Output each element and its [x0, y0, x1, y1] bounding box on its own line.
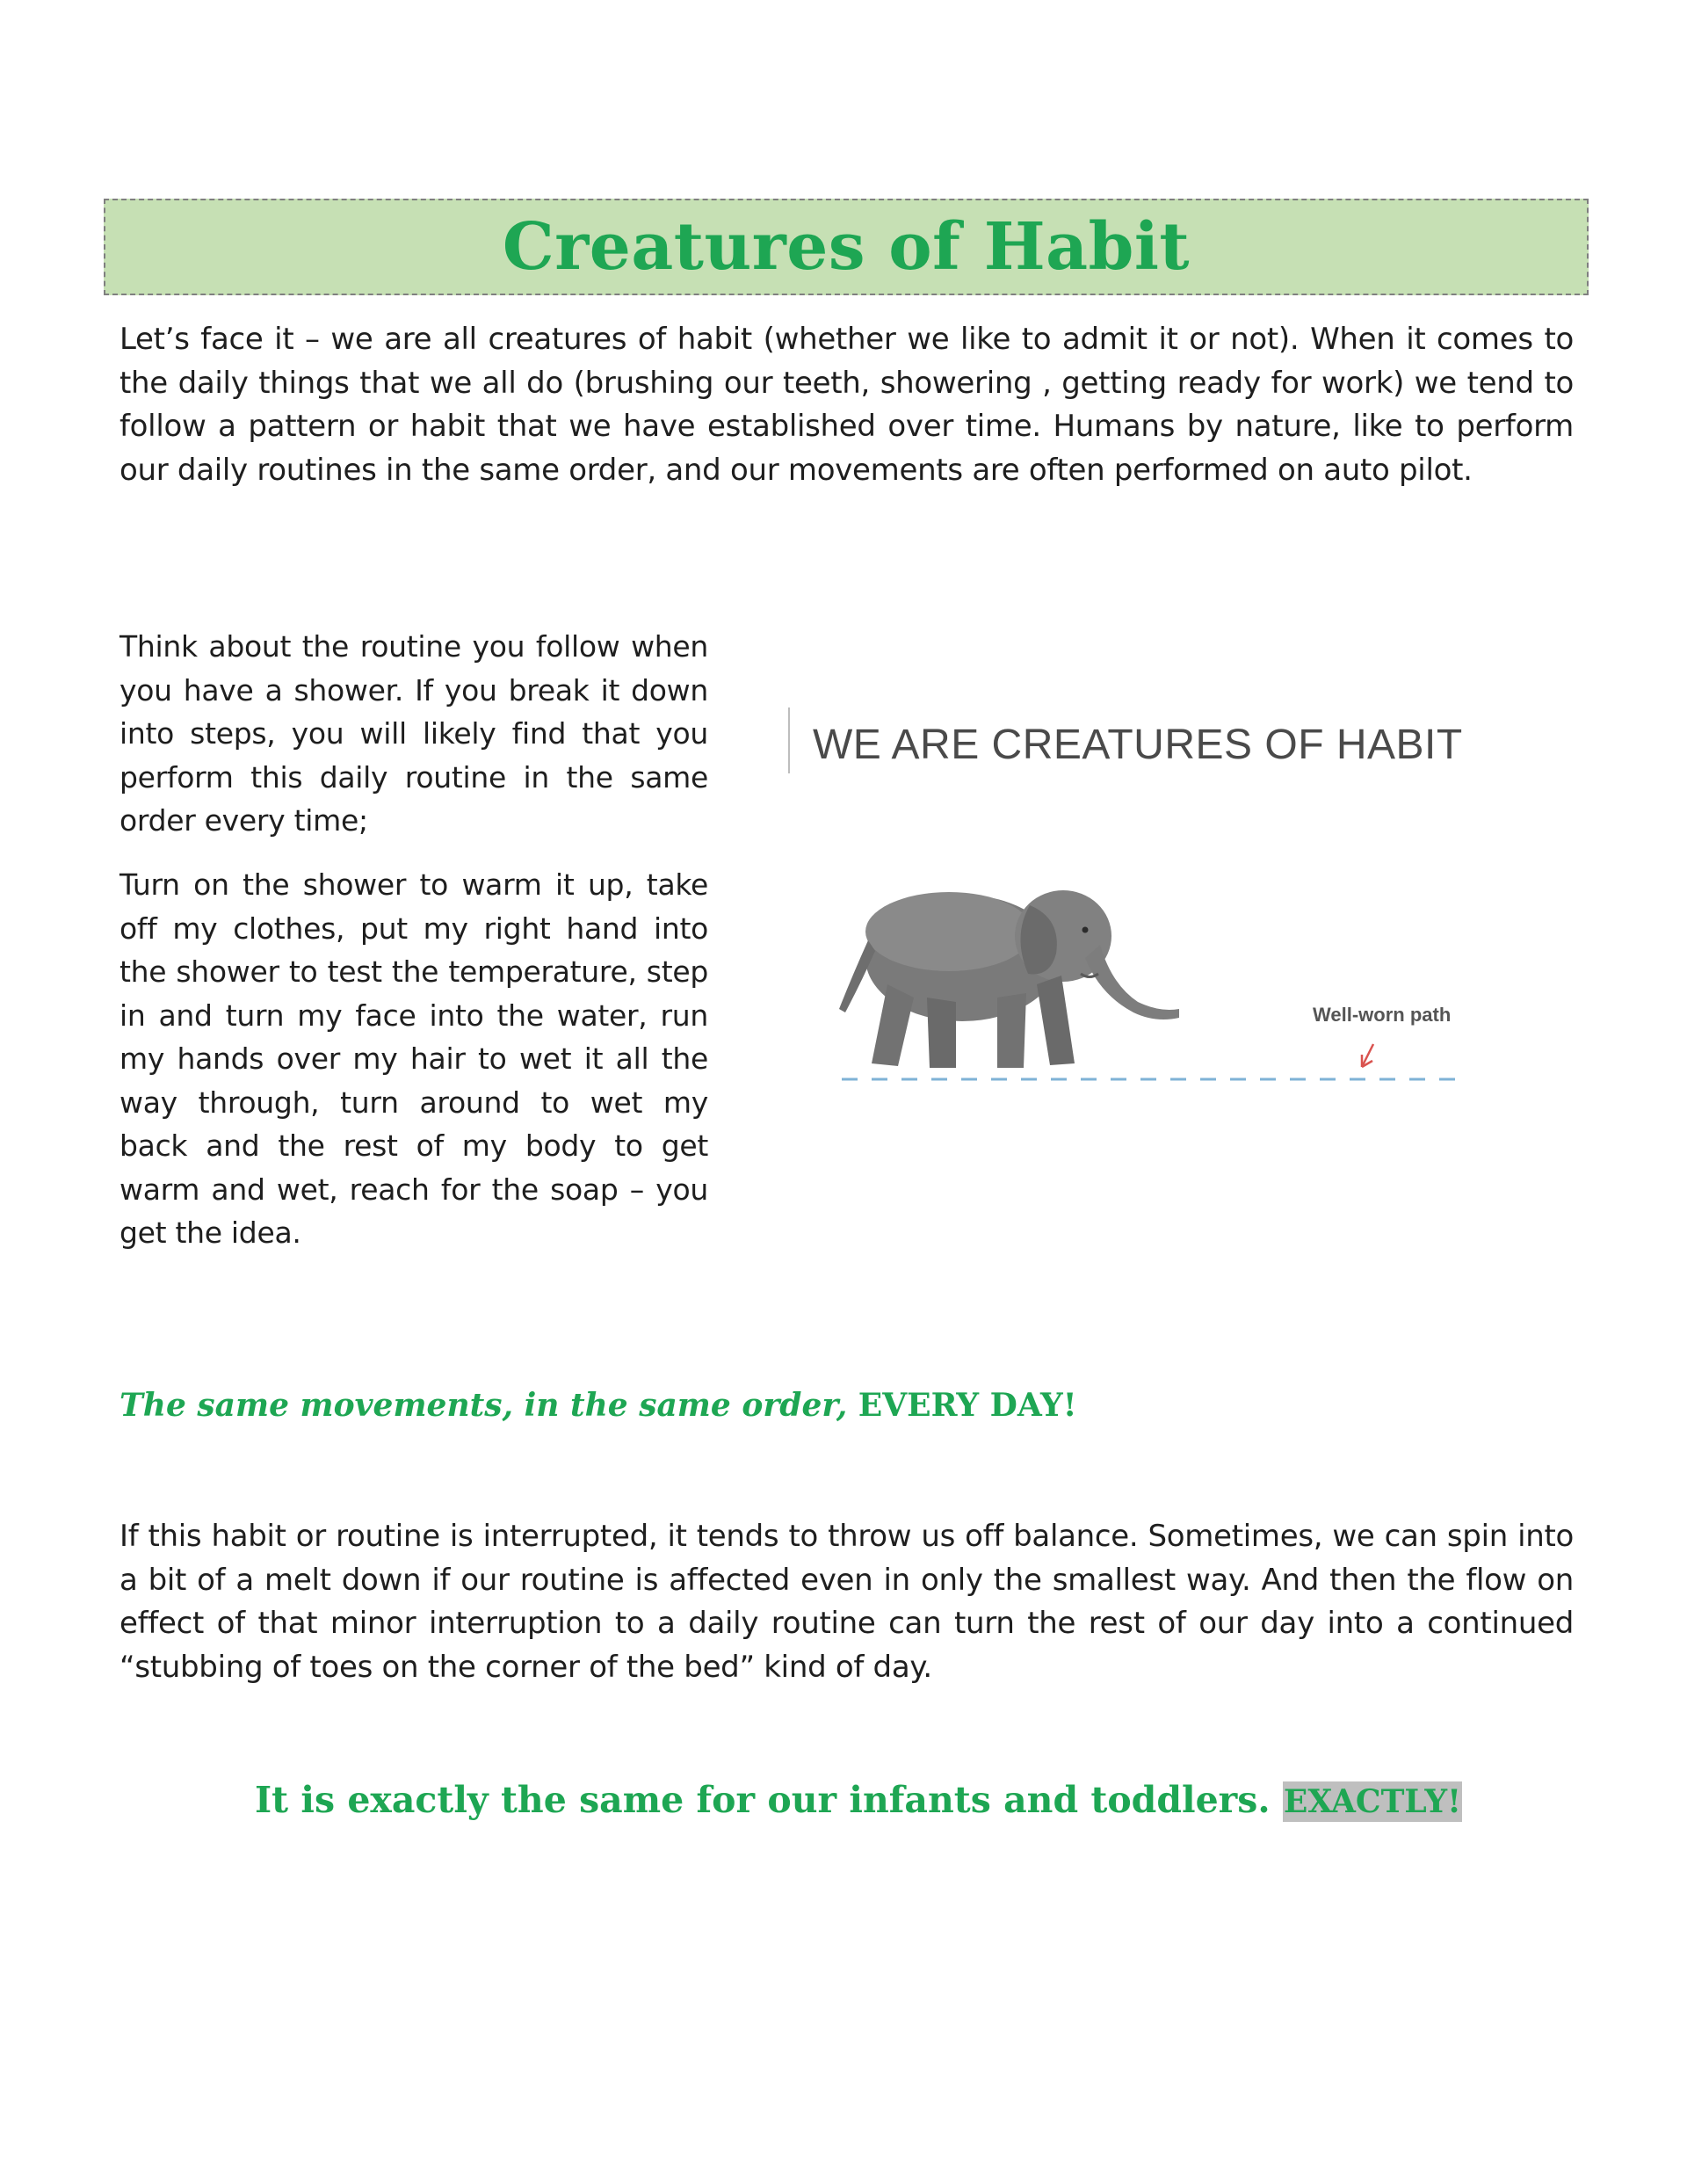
- elephant-icon: [839, 890, 1179, 1068]
- figure-heading: WE ARE CREATURES OF HABIT: [813, 722, 1463, 768]
- title-banner: [104, 199, 1589, 295]
- routine-intro-paragraph: Think about the routine you follow when you have a shower. If you break it down into steps, you will likely find that you perform this daily routine in the same order every time;: [119, 629, 708, 838]
- arrow-icon: [1362, 1044, 1373, 1067]
- emphasis-line: [119, 1387, 1077, 1424]
- closing-main: It is exactly the same for our infants and toddlers.: [255, 1779, 1283, 1821]
- page-title: Creatures of Habit: [502, 209, 1191, 285]
- figure-illustration: [782, 694, 1467, 1099]
- emphasis-italic: The same movements, in the same order,: [119, 1387, 848, 1424]
- interruption-paragraph: If this habit or routine is interrupted, it tends to throw us off balance. Sometimes, we can spin into a bit of a melt down if our routine is affected even in only the smallest way. And then the flow on effect of that minor interruption to a daily routine can turn the rest of our day into a continued “stubbing of toes on the corner of the bed” kind of day.: [119, 1519, 1574, 1685]
- path-label: Well-worn path: [1313, 1004, 1452, 1026]
- routine-steps-paragraph: Turn on the shower to warm it up, take off my clothes, put my right hand into the shower to test the temperature, step in and turn my face into the water, run my hands over my hair to wet it all the way through, turn around to wet my back and the rest of my body to get warm and wet, reach for the soap – you get the idea.: [119, 867, 708, 1250]
- closing-highlight: EXACTLY!: [1283, 1783, 1461, 1820]
- habit-figure: [782, 694, 1467, 1099]
- closing-line: [255, 1779, 1462, 1821]
- emphasis-caps: EVERY DAY!: [847, 1387, 1077, 1424]
- intro-paragraph: Let’s face it – we are all creatures of habit (whether we like to admit it or not). When it comes to the daily things that we all do (brushing our teeth, showering , getting ready for work) we tend to follow a pattern or habit that we have established over time. Humans by nature, like to perform our daily routines in the same order, and our movements are often performed on auto pilot.: [119, 322, 1574, 488]
